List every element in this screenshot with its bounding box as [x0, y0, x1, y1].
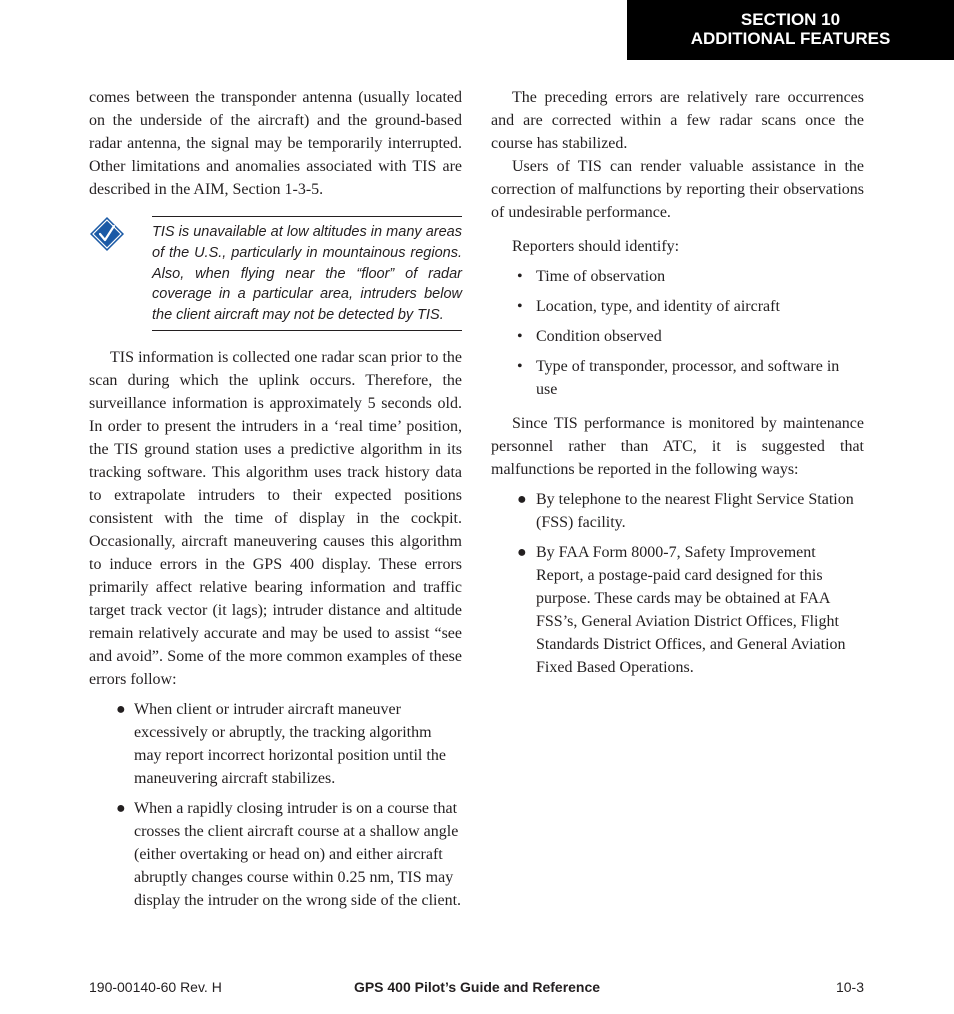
bullet-icon: ●: [517, 491, 527, 508]
right-paragraph-2: Users of TIS can render valuable assistance in the correction of malfunctions by reporting their observations of undesirable performance.: [491, 158, 864, 221]
list-item-text: By telephone to the nearest Flight Service Station (FSS) facility.: [536, 491, 854, 531]
section-title: ADDITIONAL FEATURES: [690, 29, 891, 48]
list-item-text: Condition observed: [536, 328, 662, 345]
list-item-text: By FAA Form 8000-7, Safety Improvement Report, a postage-paid card designed for this purpose. These cards may be obtained at FAA FSS’s, General Aviation District Offices, Flight Standards District Offices, and General Aviation Fixed Based Operations.: [536, 544, 846, 676]
footer-title: GPS 400 Pilot’s Guide and Reference: [353, 979, 601, 995]
bullet-icon: ●: [116, 701, 126, 718]
report-methods-list: [491, 488, 864, 679]
section-number: SECTION 10: [740, 10, 841, 29]
left-paragraph-1: comes between the transponder antenna (usually located on the underside of the aircraft) and the ground-based radar antenna, the signal may be temporarily interrupted. Other limitations and anomalies associated with TIS are described in the AIM, Section 1-3-5.: [89, 89, 462, 198]
bullet-icon: •: [517, 268, 523, 285]
right-paragraph-3: Reporters should identify:: [512, 238, 680, 255]
bullet-icon: ●: [116, 800, 126, 817]
list-item: [517, 265, 864, 288]
list-item-text: Type of transponder, processor, and software in use: [536, 358, 840, 398]
list-item: [517, 325, 864, 348]
list-item-text: When a rapidly closing intruder is on a course that crosses the client aircraft course at a shallow angle (either overtaking or head on) and either aircraft abruptly changes course within 0.25 nm, TIS may display the intruder on the wrong side of the client.: [134, 800, 462, 909]
list-item: [517, 541, 864, 679]
section-header: [627, 0, 954, 60]
bullet-icon: ●: [517, 544, 527, 561]
bullet-icon: •: [517, 358, 523, 375]
left-paragraph-2: TIS information is collected one radar scan prior to the scan during which the uplink occurs. Therefore, the surveillance information is approximately 5 seconds old. In order to present the intruders in a ‘real time’ position, the TIS ground station uses a predictive algorithm in its tracking software. This algorithm uses track history data to extrapolate intruders to their expected positions consistent with the time of display in the cockpit. Occasionally, aircraft maneuvering causes this algorithm to induce errors in the GPS 400 display. These errors primarily affect relative bearing information and traffic target track vector (it lags); intruder distance and altitude remain relatively accurate and may be used to assist “see and avoid”. Some of the more common examples of these errors follow:: [89, 349, 462, 688]
note-text: TIS is unavailable at low altitudes in many areas of the U.S., particularly in mountainous regions. Also, when flying near the “floor” of radar coverage in a particular area, intruders below the client aircraft may not be detected by TIS.: [152, 216, 462, 331]
bullet-icon: •: [517, 298, 523, 315]
bullet-icon: •: [517, 328, 523, 345]
note-box: [89, 216, 462, 329]
garmin-note-icon: [89, 216, 125, 252]
list-item: [116, 698, 462, 790]
identify-list: [491, 265, 864, 401]
left-column: [89, 86, 462, 919]
list-item-text: Location, type, and identity of aircraft: [536, 298, 780, 315]
list-item: [517, 355, 864, 401]
right-paragraph-1: The preceding errors are relatively rare occurrences and are corrected within a few radar scans once the course has stabilized.: [491, 89, 864, 152]
list-item-text: When client or intruder aircraft maneuver excessively or abruptly, the tracking algorithm may report incorrect horizontal position until the maneuvering aircraft stabilizes.: [134, 701, 446, 787]
footer-page-number: 10-3: [835, 979, 864, 995]
footer-doc-number: 190-00140-60 Rev. H: [89, 979, 222, 995]
list-item: [517, 295, 864, 318]
list-item-text: Time of observation: [536, 268, 666, 285]
right-column: [491, 86, 864, 686]
right-paragraph-4: Since TIS performance is monitored by maintenance personnel rather than ATC, it is suggested that malfunctions be reported in the following ways:: [491, 415, 864, 478]
list-item: [517, 488, 864, 534]
error-examples-list: [89, 698, 462, 912]
list-item: [116, 797, 462, 912]
